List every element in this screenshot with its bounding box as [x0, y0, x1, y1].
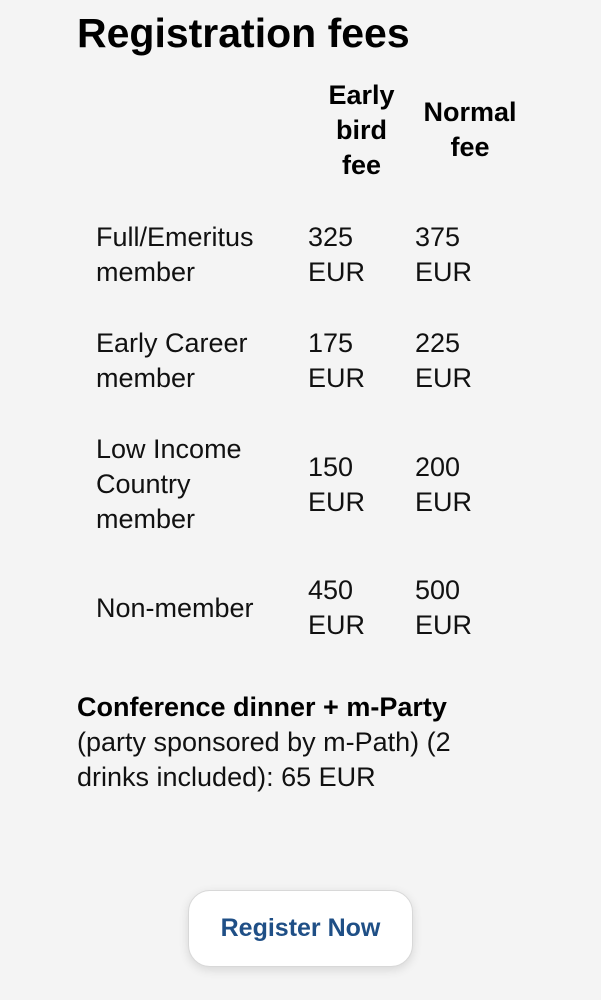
category-cell: [86, 220, 308, 290]
category-line: Early Career: [96, 328, 248, 358]
fee-table: [86, 76, 525, 643]
early-fee-currency: EUR: [308, 363, 366, 393]
register-now-button[interactable]: Register Now: [188, 890, 413, 967]
normal-fee-currency: EUR: [415, 486, 473, 517]
normal-header-line: fee: [450, 132, 490, 162]
early-header-line: Early: [328, 79, 395, 110]
fee-table-header-row: [86, 76, 525, 184]
early-fee-currency: EUR: [308, 486, 366, 517]
table-row: [86, 432, 525, 537]
category-cell: [86, 432, 308, 537]
table-row: [86, 326, 525, 396]
normal-fee-cell: [415, 573, 525, 643]
table-spacer: [86, 537, 525, 573]
category-line: Low Income: [96, 434, 242, 464]
normal-fee-header: [415, 76, 525, 184]
category-line: member: [96, 257, 196, 287]
normal-fee-amount: 500: [415, 575, 461, 605]
normal-fee-currency: EUR: [415, 257, 473, 287]
early-header-line: bird: [336, 114, 387, 145]
conference-dinner-info: [77, 690, 527, 795]
normal-fee-amount: 225: [415, 328, 461, 358]
table-row: [86, 220, 525, 290]
page-title: Registration fees: [77, 10, 410, 56]
early-fee-cell: [308, 573, 415, 643]
early-fee-cell: [308, 432, 415, 537]
category-line: member: [96, 363, 196, 393]
normal-fee-cell: [415, 326, 525, 396]
early-fee-amount: 325: [308, 222, 354, 252]
normal-fee-cell: [415, 432, 525, 537]
early-fee-cell: [308, 326, 415, 396]
category-cell: [86, 326, 308, 396]
normal-fee-cell: [415, 220, 525, 290]
category-line: Non-member: [96, 592, 254, 623]
table-row: [86, 573, 525, 643]
category-line: Full/Emeritus: [96, 222, 254, 252]
early-fee-amount: 150: [308, 451, 354, 482]
table-spacer: [86, 184, 525, 220]
early-fee-amount: 450: [308, 575, 354, 605]
normal-fee-currency: EUR: [415, 610, 473, 640]
normal-fee-currency: EUR: [415, 363, 473, 393]
early-fee-currency: EUR: [308, 610, 366, 640]
early-fee-cell: [308, 220, 415, 290]
category-line: Country: [96, 469, 191, 499]
early-fee-currency: EUR: [308, 257, 366, 287]
normal-fee-amount: 375: [415, 222, 461, 252]
normal-fee-amount: 200: [415, 451, 461, 482]
early-bird-fee-header: [308, 76, 415, 184]
conference-dinner-details: (party sponsored by m-Path) (2 drinks included): 65 EUR: [77, 727, 451, 792]
table-spacer: [86, 290, 525, 326]
category-line: member: [96, 504, 196, 534]
category-cell: [86, 573, 308, 643]
table-spacer: [86, 396, 525, 432]
early-header-line: fee: [341, 149, 382, 180]
normal-header-line: Normal: [423, 97, 517, 127]
conference-dinner-title: Conference dinner + m-Party: [77, 692, 447, 722]
early-fee-amount: 175: [308, 328, 354, 358]
category-column-header: [86, 76, 308, 184]
